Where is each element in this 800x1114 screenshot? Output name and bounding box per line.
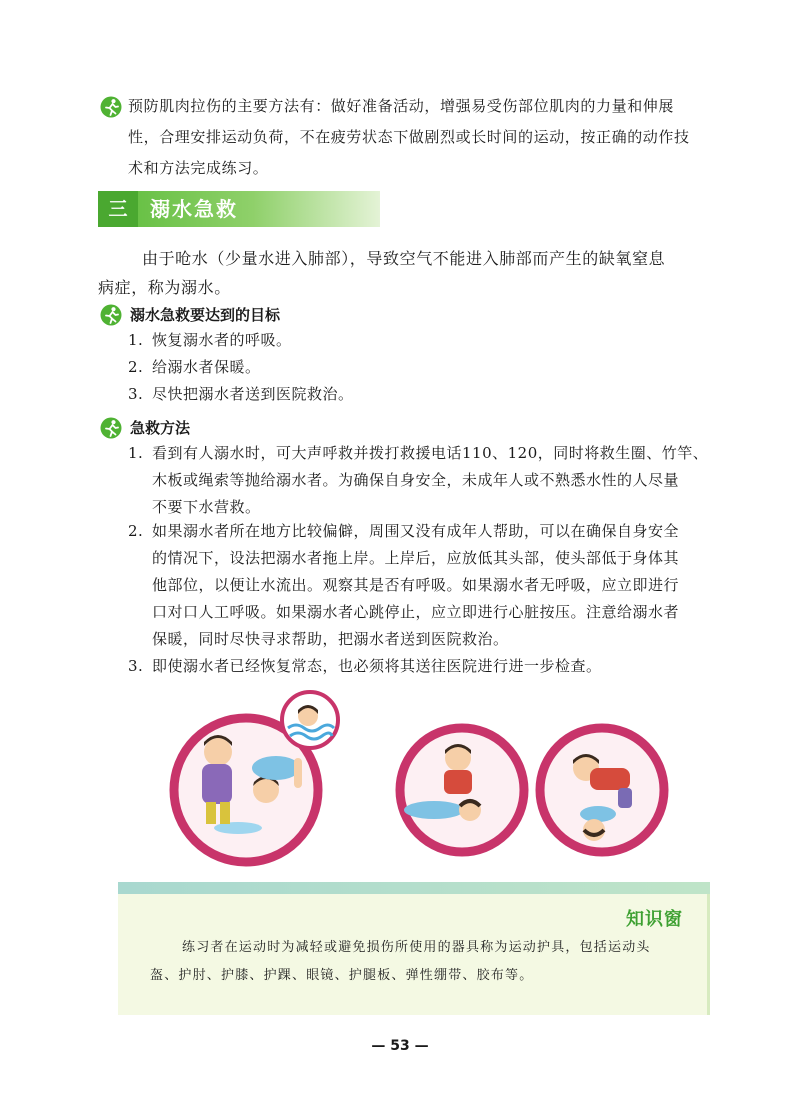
- methods-heading: 急救方法: [130, 419, 191, 437]
- knowledge-text-line: 盔、护肘、护膝、护踝、眼镜、护腿板、弹性绷带、胶布等。: [150, 968, 534, 983]
- knowledge-title: 知识窗: [626, 909, 683, 930]
- list-text: [152, 518, 679, 653]
- list-number: 3.: [128, 385, 144, 403]
- runner-bullet-icon: [100, 96, 122, 118]
- list-text-line: 木板或绳索等抛给溺水者。为确保自身安全，未成年人或不熟悉水性的人尽量: [152, 471, 680, 489]
- list-text-line: 他部位，以便让水流出。观察其是否有呼吸。如果溺水者无呼吸，应立即进行: [152, 576, 680, 594]
- list-number: 1.: [128, 331, 144, 349]
- list-number: 1.: [128, 444, 144, 462]
- intro-paragraph-line-3: 术和方法完成练习。: [128, 159, 269, 177]
- list-text-line: 口对口人工呼吸。如果溺水者心跳停止，应立即进行心脏按压。注意给溺水者: [152, 603, 680, 621]
- list-text-line: 不要下水营救。: [152, 498, 261, 516]
- list-text-line: 的情况下，设法把溺水者拖上岸。上岸后，应放低其头部，使头部低于身体其: [152, 549, 680, 567]
- intro-paragraph-line-1: 预防肌肉拉伤的主要方法有：做好准备活动，增强易受伤部位肌肉的力量和伸展: [128, 97, 675, 115]
- illustration-cpr: [540, 728, 664, 852]
- list-text-line: 看到有人溺水时，可大声呼救并拨打救援电话110、120，同时将救生圈、竹竿、: [152, 444, 709, 462]
- list-number: 2.: [128, 358, 144, 376]
- page-number: — 53 —: [371, 1038, 429, 1054]
- illustration-airway-check: [400, 728, 524, 852]
- section-title: 溺水急救: [150, 197, 238, 221]
- intro-paragraph-line-2: 性，合理安排运动负荷，不在疲劳状态下做剧烈或长时间的运动，按正确的动作技: [128, 128, 690, 146]
- knowledge-text: [150, 934, 690, 990]
- definition-line-1: 由于呛水（少量水进入肺部），导致空气不能进入肺部而产生的缺氧窒息: [142, 249, 666, 268]
- list-text-line: 保暖，同时尽快寻求帮助，把溺水者送到医院救治。: [152, 630, 509, 648]
- list-number: 3.: [128, 657, 144, 675]
- knowledge-text-line: 练习者在运动时为减轻或避免损伤所使用的器具称为运动护具，包括运动头: [182, 940, 651, 955]
- list-text: [152, 653, 602, 680]
- section-header-bar: [98, 191, 380, 227]
- list-text: 恢复溺水者的呼吸。: [152, 331, 292, 349]
- runner-bullet-icon: [100, 417, 122, 439]
- runner-bullet-icon: [100, 304, 122, 326]
- rescue-illustrations: [166, 690, 676, 880]
- section-number: 三: [98, 191, 138, 227]
- definition-line-2: 病症，称为溺水。: [98, 278, 231, 297]
- list-text: 尽快把溺水者送到医院救治。: [152, 385, 354, 403]
- knowledge-box-top-strip: [118, 882, 710, 894]
- list-number: 2.: [128, 522, 144, 540]
- list-text-line: 即使溺水者已经恢复常态，也必须将其送往医院进行进一步检查。: [152, 657, 602, 675]
- list-text-line: 如果溺水者所在地方比较偏僻，周围又没有成年人帮助，可以在确保自身安全: [152, 522, 680, 540]
- list-text: [152, 440, 708, 521]
- list-text: 给溺水者保暖。: [152, 358, 261, 376]
- illustration-drowning-inset: [282, 692, 338, 748]
- goals-heading: 溺水急救要达到的目标: [130, 306, 281, 324]
